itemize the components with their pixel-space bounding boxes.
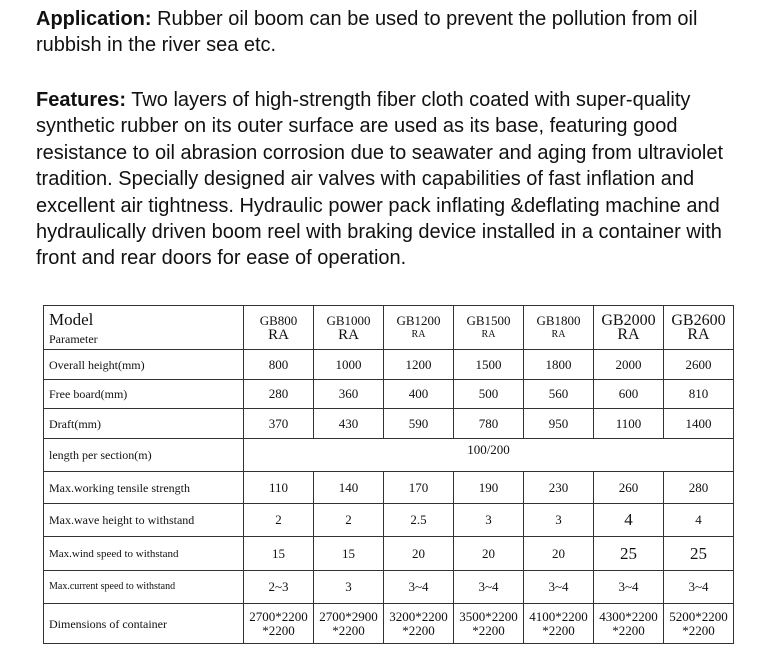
model-parameter-header: [44, 306, 244, 350]
row-label: Max.current speed to withstand: [44, 571, 244, 604]
table-row: [44, 504, 734, 537]
model-header: GB1500 RA: [454, 306, 524, 350]
application-text: Rubber oil boom can be used to prevent the pollution from oil rubbish in the river sea etc.: [36, 8, 698, 57]
table-row: [44, 439, 734, 472]
table-cell: 2~3: [244, 571, 314, 604]
table-cell: 2600: [664, 350, 734, 380]
table-cell: 370: [244, 409, 314, 439]
table-cell: 2: [314, 504, 384, 537]
features-label: Features:: [36, 89, 127, 111]
table-cell: 1800: [524, 350, 594, 380]
table-cell: 3~4: [594, 571, 664, 604]
row-label: length per section(m): [44, 439, 244, 472]
table-cell: 4: [664, 504, 734, 537]
table-cell: 3~4: [454, 571, 524, 604]
row-label: Max.wind speed to withstand: [44, 537, 244, 571]
table-cell: 560: [524, 380, 594, 409]
features-text: Two layers of high-strength fiber cloth coated with super-quality synthetic rubber on its outer surface are used as its base, featuring good resistance to oil abrasion corrosion due to seawater and aging from ultraviolet tradition. Specially designed air valves with capabilities of fast inflation and excellent air tightness. Hydraulic power pack inflating &deflating machine and hydraulically driven boom reel with braking device installed in a container with front and rear doors for ease of operation.: [36, 89, 724, 270]
table-cell-merged: 100/200: [244, 439, 734, 472]
table-cell: 20: [454, 537, 524, 571]
table-cell: 25: [664, 537, 734, 571]
model-header: GB2000 RA: [594, 306, 664, 350]
table-cell: 280: [244, 380, 314, 409]
table-cell: 3~4: [384, 571, 454, 604]
table-cell: 2700*2900 *2200: [314, 604, 384, 644]
table-cell: 5200*2200 *2200: [664, 604, 734, 644]
table-cell: 190: [454, 472, 524, 504]
table-cell: 230: [524, 472, 594, 504]
row-label: Draft(mm): [44, 409, 244, 439]
table-cell: 780: [454, 409, 524, 439]
table-cell: 400: [384, 380, 454, 409]
row-label: Overall height(mm): [44, 350, 244, 380]
table-cell: 140: [314, 472, 384, 504]
model-header: GB800 RA: [244, 306, 314, 350]
table-cell: 15: [314, 537, 384, 571]
table-row: [44, 537, 734, 571]
table-cell: 4300*2200 *2200: [594, 604, 664, 644]
table-row: [44, 380, 734, 409]
table-cell: 810: [664, 380, 734, 409]
table-cell: 1200: [384, 350, 454, 380]
table-cell: 170: [384, 472, 454, 504]
table-cell: 590: [384, 409, 454, 439]
model-header: GB1000 RA: [314, 306, 384, 350]
table-cell: 25: [594, 537, 664, 571]
table-row: [44, 472, 734, 504]
table-cell: 2: [244, 504, 314, 537]
table-cell: 500: [454, 380, 524, 409]
features-paragraph: [36, 87, 736, 272]
table-cell: 2000: [594, 350, 664, 380]
model-header: GB2600 RA: [664, 306, 734, 350]
table-header-row: [44, 306, 734, 350]
table-cell: 3: [314, 571, 384, 604]
table-row: [44, 409, 734, 439]
table-cell: 1500: [454, 350, 524, 380]
table-cell: 110: [244, 472, 314, 504]
table-cell: 20: [384, 537, 454, 571]
model-header: GB1800 RA: [524, 306, 594, 350]
table-cell: 3: [454, 504, 524, 537]
table-cell: 430: [314, 409, 384, 439]
table-row: [44, 604, 734, 644]
specification-table: [43, 305, 734, 644]
application-paragraph: [36, 6, 736, 59]
table-cell: 800: [244, 350, 314, 380]
table-cell: 4100*2200 *2200: [524, 604, 594, 644]
table-cell: 3200*2200 *2200: [384, 604, 454, 644]
table-cell: 280: [664, 472, 734, 504]
table-cell: 1400: [664, 409, 734, 439]
row-label: Free board(mm): [44, 380, 244, 409]
row-label: Max.wave height to withstand: [44, 504, 244, 537]
table-cell: 260: [594, 472, 664, 504]
table-cell: 950: [524, 409, 594, 439]
row-label: Max.working tensile strength: [44, 472, 244, 504]
table-row: [44, 571, 734, 604]
table-cell: 3500*2200 *2200: [454, 604, 524, 644]
model-label: Model: [49, 309, 94, 329]
table-cell: 4: [594, 504, 664, 537]
table-cell: 360: [314, 380, 384, 409]
table-cell: 600: [594, 380, 664, 409]
table-cell: 1000: [314, 350, 384, 380]
table-cell: 2.5: [384, 504, 454, 537]
model-header: GB1200 RA: [384, 306, 454, 350]
row-label: Dimensions of container: [44, 604, 244, 644]
table-cell: 3~4: [524, 571, 594, 604]
table-cell: 15: [244, 537, 314, 571]
table-cell: 2700*2200 *2200: [244, 604, 314, 644]
table-cell: 20: [524, 537, 594, 571]
table-cell: 1100: [594, 409, 664, 439]
parameter-label: Parameter: [49, 331, 98, 346]
application-label: Application:: [36, 8, 152, 30]
table-row: [44, 350, 734, 380]
table-cell: 3~4: [664, 571, 734, 604]
table-cell: 3: [524, 504, 594, 537]
